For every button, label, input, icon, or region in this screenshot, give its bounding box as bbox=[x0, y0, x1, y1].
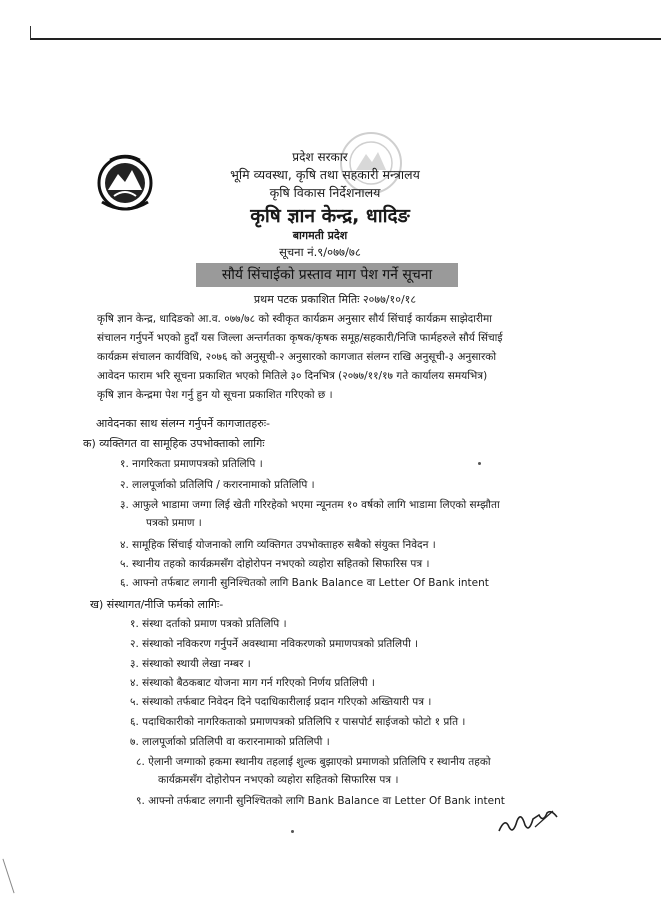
header-province: बागमती प्रदेश bbox=[292, 229, 348, 242]
notice-number: सूचना नं.९/०७७/७८ bbox=[279, 245, 361, 259]
list-item: ६. आफ्नो तर्फबाट लगानी सुनिश्चितको लागि Bank Balance वा Letter Of Bank intent bbox=[120, 577, 489, 589]
header-ministry: भूमि व्यवस्था, कृषि तथा सहकारी मन्त्रालय bbox=[230, 167, 420, 182]
scan-margin-line bbox=[2, 859, 14, 894]
notice-title: सौर्य सिंचाईको प्रस्ताव माग पेश गर्ने सूचना bbox=[196, 263, 458, 287]
list-item: ५. स्थानीय तहको कार्यक्रमसँग दोहोरोपन नभएको व्यहोरा सहितको सिफारिस पत्र । bbox=[120, 558, 430, 570]
top-border-line bbox=[30, 38, 661, 40]
list-item: ९. आफ्नो तर्फबाट लगानी सुनिश्चितको लागि Bank Balance वा Letter Of Bank intent bbox=[136, 795, 505, 807]
government-emblem-icon bbox=[96, 152, 154, 214]
body-line: कृषि ज्ञान केन्द्र, धादिङको आ.व. ०७७/७८ को स्वीकृत कार्यक्रम अनुसार सौर्य सिंचाई कार्यक्रम साझेदारीमा bbox=[97, 313, 492, 325]
list-item: २. संस्थाको नविकरण गर्नुपर्ने अवस्थामा नविकरणको प्रमाणपत्रको प्रतिलिपी । bbox=[130, 638, 419, 650]
institutional-heading: ख) संस्थागत/नीजि फर्मको लागिः- bbox=[90, 598, 224, 611]
signature-icon bbox=[495, 805, 565, 837]
body-line: कार्यक्रम संचालन कार्यविधि, २०७६ को अनुसूची-२ अनुसारको कागजात संलग्न राखि अनुसूची-३ अनुसारको bbox=[97, 351, 497, 363]
list-item: ८. ऐलानी जग्गाको हकमा स्थानीय तहलाई शुल्क बुझाएको प्रमाणको प्रतिलिपि र स्थानीय तहको bbox=[136, 756, 491, 768]
list-item: १. नागरिकता प्रमाणपत्रको प्रतिलिपि । bbox=[120, 458, 263, 470]
publish-date: प्रथम पटक प्रकाशित मितिः २०७७/१०/१८ bbox=[253, 293, 417, 306]
list-item: ४. सामूहिक सिंचाई योजनाको लागि व्यक्तिगत उपभोक्ताहरु सबैको संयुक्त निवेदन । bbox=[120, 539, 436, 551]
list-item: ६. पदाधिकारीको नागरिकताको प्रमाणपत्रको प्रतिलिपि र पासपोर्ट साईजको फोटो १ प्रति । bbox=[130, 716, 466, 728]
list-item: ३. संस्थाको स्थायी लेखा नम्बर । bbox=[130, 658, 251, 670]
list-item-continuation: कार्यक्रमसँग दोहोरोपन नभएको व्यहोरा सहितको सिफारिस पत्र । bbox=[158, 774, 399, 786]
header-government: प्रदेश सरकार bbox=[292, 150, 348, 164]
list-item: १. संस्था दर्ताको प्रमाण पत्रको प्रतिलिपि । bbox=[130, 618, 287, 630]
notice-body bbox=[97, 310, 617, 405]
list-item: ३. आफुले भाडामा जग्गा लिई खेती गरिरहेको भएमा न्यूनतम १० वर्षको लागि भाडामा लिएको सम्झौता bbox=[120, 499, 500, 511]
scan-speck bbox=[291, 830, 294, 833]
top-border-corner bbox=[30, 26, 31, 39]
list-item: २. लालपूर्जाको प्रतिलिपि / करारनामाको प्रतिलिपि । bbox=[120, 479, 315, 491]
body-line: संचालन गर्नुपर्ने भएको हुदाँ यस जिल्ला अन्तर्गतका कृषक/कृषक समूह/सहकारी/निजि फार्महरुले सौर्य सिंचाई bbox=[97, 332, 503, 344]
header-office-name: कृषि ज्ञान केन्द्र, धादिङ bbox=[250, 205, 410, 227]
list-item: ५. संस्थाको तर्फबाट निवेदन दिने पदाधिकारीलाई प्रदान गरिएको अख्तियारी पत्र । bbox=[130, 696, 432, 708]
body-line: कृषि ज्ञान केन्द्रमा पेश गर्नु हुन यो सूचना प्रकाशित गरिएको छ । bbox=[97, 389, 333, 401]
list-item-continuation: पत्रको प्रमाण । bbox=[146, 517, 202, 529]
attachments-heading: आवेदनका साथ संलग्न गर्नुपर्ने कागजातहरुः- bbox=[96, 417, 271, 430]
body-line: आवेदन फाराम भरि सूचना प्रकाशित भएको मितिले ३० दिनभित्र (२०७७/११/१७ गते कार्यालय समयभित्र) bbox=[97, 370, 488, 382]
header-directorate: कृषि विकास निर्देशनालय bbox=[269, 185, 381, 200]
individual-heading: क) व्यक्तिगत वा सामूहिक उपभोक्ताको लागिः bbox=[83, 437, 265, 450]
list-item: ७. लालपूर्जाको प्रतिलिपी वा करारनामाको प्रतिलिपी । bbox=[130, 736, 330, 748]
scan-speck bbox=[478, 462, 481, 465]
list-item: ४. संस्थाको बैठकबाट योजना माग गर्न गरिएको निर्णय प्रतिलिपी । bbox=[130, 677, 375, 689]
